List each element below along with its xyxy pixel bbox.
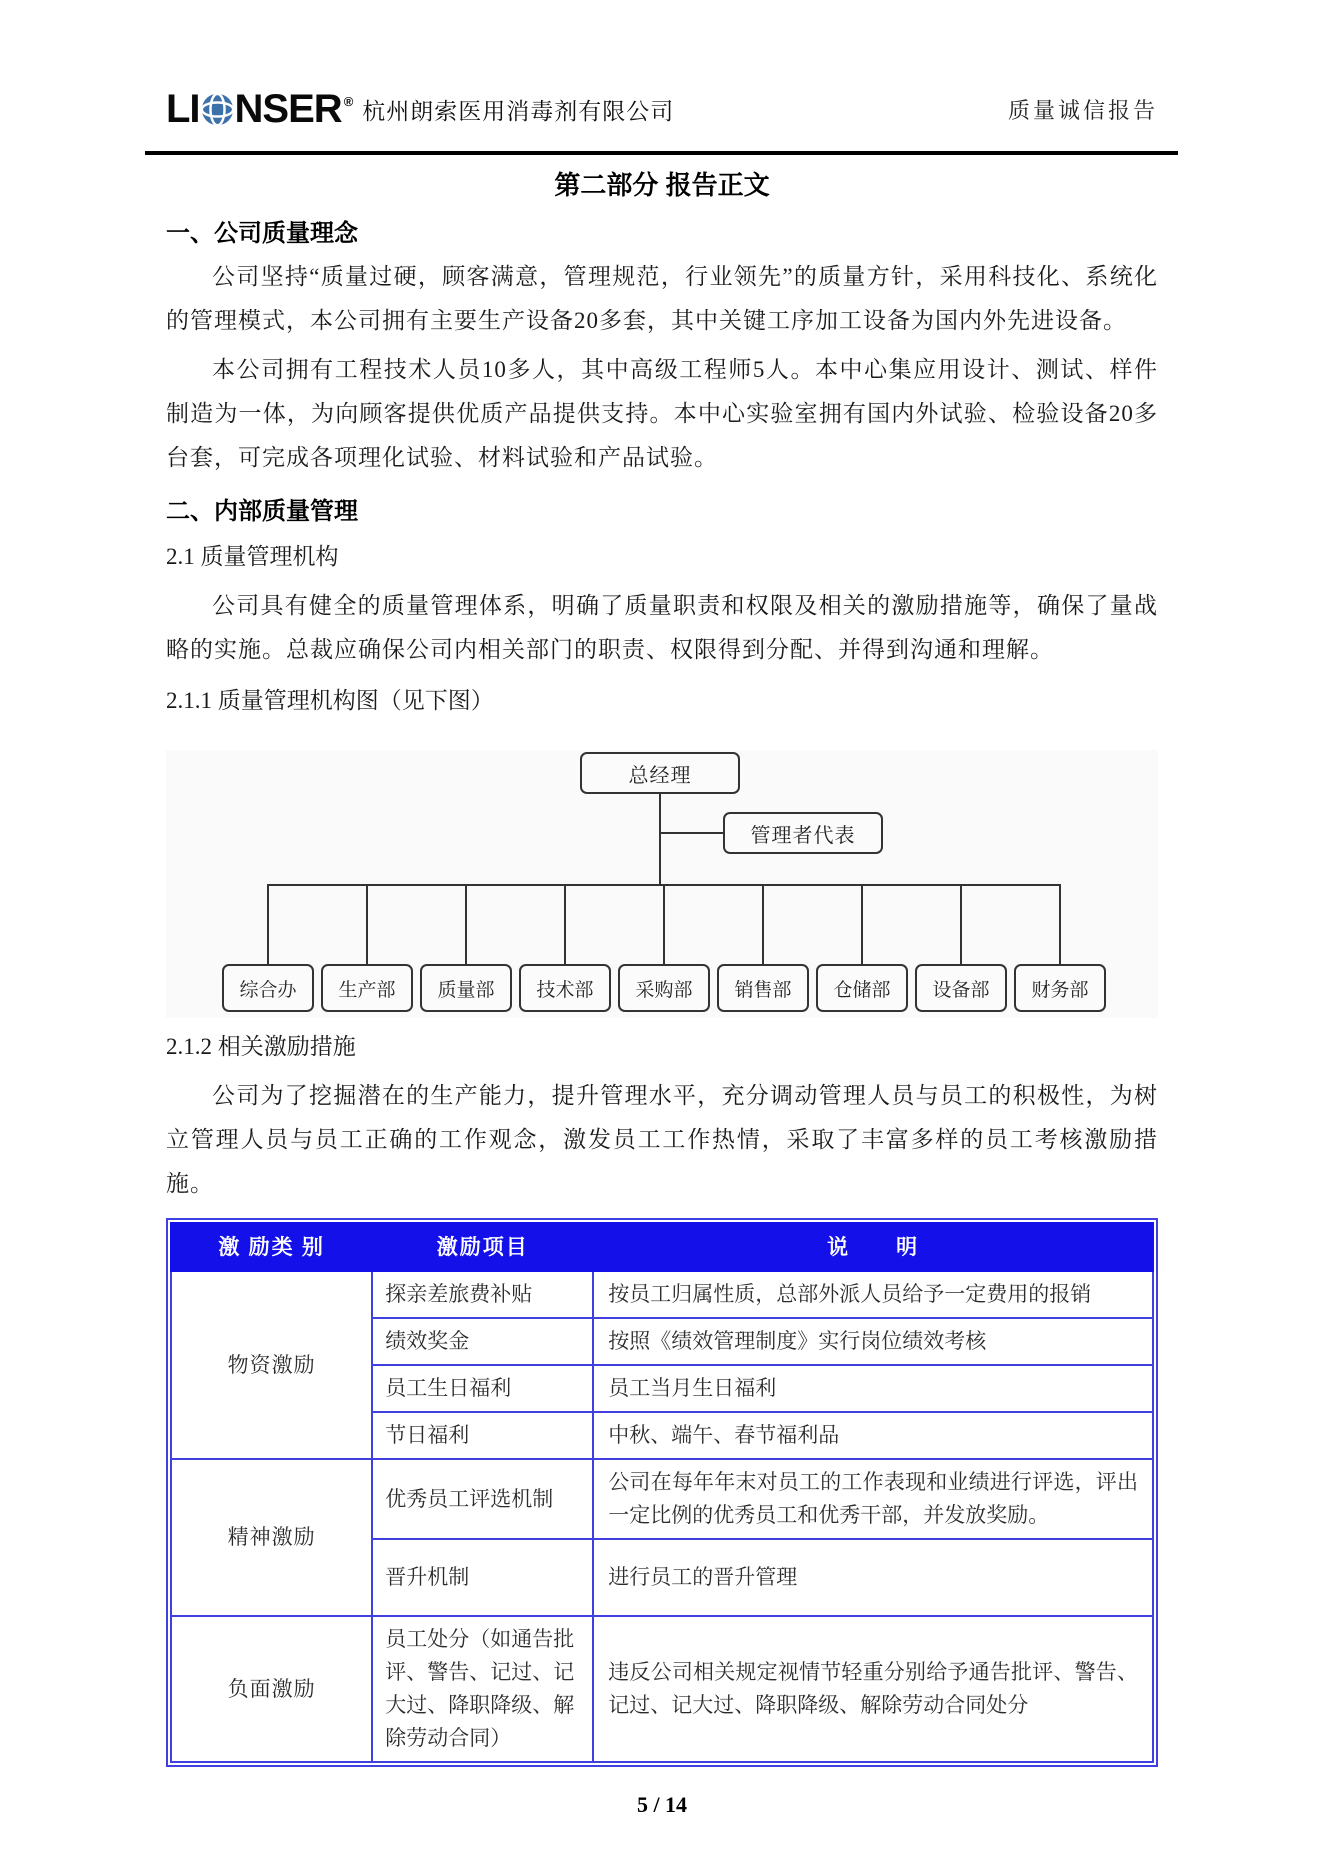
org-connector-line bbox=[564, 884, 566, 964]
table-row bbox=[171, 1271, 1153, 1318]
table-row bbox=[171, 1459, 1153, 1539]
org-connector-line bbox=[960, 884, 962, 964]
table-desc-cell: 按员工归属性质，总部外派人员给予一定费用的报销 bbox=[593, 1271, 1153, 1318]
org-chart bbox=[166, 750, 1158, 1018]
org-connector-line bbox=[861, 884, 863, 964]
org-dept-box-8: 设备部 bbox=[915, 964, 1007, 1012]
table-desc-cell: 公司在每年年末对员工的工作表现和业绩进行评选，评出一定比例的优秀员工和优秀干部，并发放奖励。 bbox=[593, 1459, 1153, 1539]
org-connector-line bbox=[661, 832, 723, 834]
org-dept-box-4: 技术部 bbox=[519, 964, 611, 1012]
table-item-cell: 晋升机制 bbox=[372, 1539, 593, 1616]
incentive-table bbox=[170, 1222, 1154, 1763]
org-connector-line bbox=[465, 884, 467, 964]
header-divider bbox=[145, 151, 1178, 155]
section-2-heading: 二、内部质量管理 bbox=[166, 498, 358, 525]
org-connector-line bbox=[267, 884, 269, 964]
table-item-cell: 优秀员工评选机制 bbox=[372, 1459, 593, 1539]
table-item-cell: 绩效奖金 bbox=[372, 1318, 593, 1365]
section-2-1-2-paragraph: 公司为了挖掘潜在的生产能力，提升管理水平，充分调动管理人员与员工的积极性，为树立管理人员与员工正确的工作观念，激发员工工作热情，采取了丰富多样的员工考核激励措施。 bbox=[166, 1083, 1158, 1196]
registered-trademark-icon: ® bbox=[343, 93, 353, 109]
incentive-table-wrapper bbox=[166, 1218, 1158, 1767]
logo-text-right: NSER bbox=[234, 87, 342, 131]
table-category-cell: 精神激励 bbox=[171, 1459, 372, 1616]
org-dept-box-2: 生产部 bbox=[321, 964, 413, 1012]
table-item-cell: 员工处分（如通告批评、警告、记过、记大过、降职降级、解除劳动合同） bbox=[372, 1616, 593, 1762]
table-desc-cell: 员工当月生日福利 bbox=[593, 1365, 1153, 1412]
page-number: 5 / 14 bbox=[636, 1792, 688, 1817]
table-header-description: 说 明 bbox=[593, 1223, 1153, 1271]
org-dept-box-9: 财务部 bbox=[1014, 964, 1106, 1012]
section-2-1-heading: 2.1 质量管理机构 bbox=[166, 544, 339, 569]
org-dept-box-1: 综合办 bbox=[222, 964, 314, 1012]
org-dept-box-5: 采购部 bbox=[618, 964, 710, 1012]
section-1-paragraph-1: 公司坚持“质量过硬，顾客满意，管理规范，行业领先”的质量方针，采用科技化、系统化的管理模式，本公司拥有主要生产设备20多套，其中关键工序加工设备为国内外先进设备。 bbox=[166, 264, 1158, 333]
section-2-1-paragraph: 公司具有健全的质量管理体系，明确了质量职责和权限及相关的激励措施等，确保了量战略的实施。总裁应确保公司内相关部门的职责、权限得到分配、并得到沟通和理解。 bbox=[166, 593, 1158, 662]
org-connector-line bbox=[1059, 884, 1061, 964]
org-connector-line bbox=[762, 884, 764, 964]
incentive-table-body bbox=[171, 1271, 1153, 1762]
org-root-box: 总经理 bbox=[580, 752, 740, 794]
page-header bbox=[166, 84, 1158, 134]
section-2-1-1-heading: 2.1.1 质量管理机构图（见下图） bbox=[166, 688, 494, 713]
section-1-paragraph-2: 本公司拥有工程技术人员10多人，其中高级工程师5人。本中心集应用设计、测试、样件制造为一体，为向顾客提供优质产品提供支持。本中心实验室拥有国内外试验、检验设备20多台套，可完成各项理化试验、材料试验和产品试验。 bbox=[166, 357, 1158, 470]
section-2-1-2-heading: 2.1.2 相关激励措施 bbox=[166, 1034, 356, 1059]
table-item-cell: 探亲差旅费补贴 bbox=[372, 1271, 593, 1318]
table-header-item: 激励项目 bbox=[372, 1223, 593, 1271]
company-name: 杭州朗索医用消毒剂有限公司 bbox=[362, 98, 675, 124]
table-row bbox=[171, 1616, 1153, 1762]
section-1-heading: 一、公司质量理念 bbox=[166, 220, 358, 247]
globe-icon bbox=[201, 93, 234, 126]
table-desc-cell: 违反公司相关规定视情节轻重分别给予通告批评、警告、记过、记大过、降职降级、解除劳动合同处分 bbox=[593, 1616, 1153, 1762]
org-connector-line bbox=[659, 794, 661, 886]
org-connector-line bbox=[366, 884, 368, 964]
page-title: 第二部分 报告正文 bbox=[554, 170, 770, 200]
table-item-cell: 节日福利 bbox=[372, 1412, 593, 1459]
table-header-category: 激 励类 别 bbox=[171, 1223, 372, 1271]
logo-text-left: LI bbox=[166, 87, 200, 131]
lionser-logo bbox=[166, 89, 352, 129]
doc-type-label: 质量诚信报告 bbox=[1007, 97, 1158, 123]
org-dept-box-7: 仓储部 bbox=[816, 964, 908, 1012]
table-header-row bbox=[171, 1223, 1153, 1271]
org-representative-box: 管理者代表 bbox=[723, 812, 883, 854]
table-desc-cell: 中秋、端午、春节福利品 bbox=[593, 1412, 1153, 1459]
table-desc-cell: 按照《绩效管理制度》实行岗位绩效考核 bbox=[593, 1318, 1153, 1365]
table-item-cell: 员工生日福利 bbox=[372, 1365, 593, 1412]
org-dept-box-6: 销售部 bbox=[717, 964, 809, 1012]
org-connector-line bbox=[663, 884, 665, 964]
org-dept-box-3: 质量部 bbox=[420, 964, 512, 1012]
table-desc-cell: 进行员工的晋升管理 bbox=[593, 1539, 1153, 1616]
table-category-cell: 负面激励 bbox=[171, 1616, 372, 1762]
table-category-cell: 物资激励 bbox=[171, 1271, 372, 1459]
